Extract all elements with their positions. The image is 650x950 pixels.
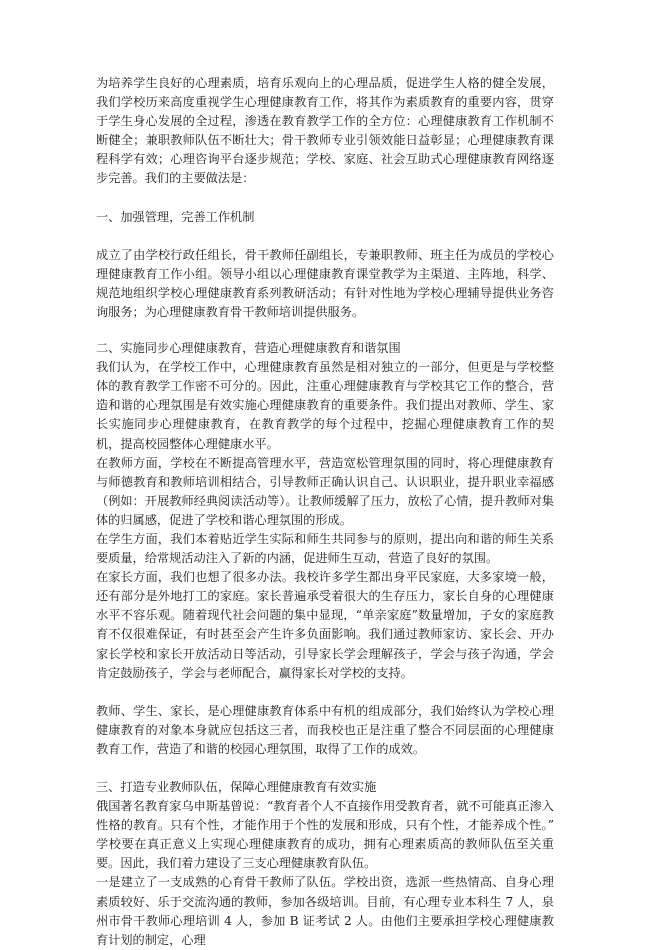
section-2-heading: 二、实施同步心理健康教育，营造心理健康教育和谐氛围 — [96, 341, 401, 356]
section-2-paragraph: 在学生方面，我们本着贴近学生实际和师生共同参与的原则，提出向和谐的师生关系要质量，给常规活动注入了新的内涵，促进师生互动，营造了良好的氛围。 — [96, 531, 554, 566]
section-1-heading: 一、加强管理，完善工作机制 — [96, 209, 255, 224]
spacer — [96, 227, 554, 246]
section-2-closing-paragraph: 教师、学生、家长，是心理健康教育体系中有机的组成部分，我们始终认为学校心理健康教育的对象本身就应包括这三者，而我校也正是注重了整合不同层面的心理健康教育工作，营造了和谐的校园心理氛围，取得了工作的成效。 — [96, 703, 554, 756]
spacer — [96, 759, 554, 778]
section-3-heading: 三、打造专业教师队伍，保障心理健康教育有效实施 — [96, 780, 377, 794]
section-2-paragraph: 在家长方面，我们也想了很多办法。我校许多学生都出身平民家庭，大多家境一般，还有部分是外地打工的家庭。家长普遍承受着很大的生存压力，家长自身的心理健康水平不容乐观。随着现代社会问题的集中显现，“单亲家庭”数量增加，子女的家庭教育不仅很难保证，有时甚至会产生许多负面影响。我们通过教师家访、家长会、开办家长学校和家长开放活动日等活动，引导家长学会理解孩子，学会与孩子沟通，学会肯定鼓励孩子，学会与老师配合，赢得家长对学校的支持。 — [96, 570, 554, 680]
section-2-paragraph: 我们认为，在学校工作中，心理健康教育虽然是相对独立的一部分，但更是与学校整体的教育教学工作密不可分的。因此，注重心理健康教育与学校其它工作的整合，营造和谐的心理氛围是有效实施心理健康教育的重要条件。我们提出对教师、学生、家长实施同步心理健康教育，在教育教学的每个过程中，挖掘心理健康教育工作的契机，提高校园整体心理健康水平。 — [96, 360, 554, 451]
intro-paragraph: 为培养学生良好的心理素质，培育乐观向上的心理品质，促进学生人格的健全发展，我们学校历来高度重视学生心理健康教育工作，将其作为素质教育的重要内容，贯穿于学生身心发展的全过程，渗透在教育教学工作的全方位：心理健康教育工作机制不断健全；兼职教师队伍不断壮大；骨干教师专业引领效能日益彰显；心理健康教育课程科学有效；心理咨询平台逐步规范；学校、家庭、社会互助式心理健康教育网络逐步完善。我们的主要做法是： — [96, 76, 554, 186]
document-page — [96, 74, 554, 950]
spacer — [96, 322, 554, 339]
section-1-paragraph: 成立了由学校行政任组长，骨干教师任副组长，专兼职教师、班主任为成员的学校心理健康教育工作小组。领导小组以心理健康教育课堂教学为主渠道、主阵地，科学、规范地组织学校心理健康教育系列教研活动；有针对性地为学校心理辅导提供业务咨询服务；为心理健康教育骨干教师培训提供服务。 — [96, 247, 554, 319]
section-3-paragraph: 俄国著名教育家乌申斯基曾说：“教育者个人不直接作用受教育者，就不可能真正渗入性格的教育。只有个性，才能作用于个性的发展和形成，只有个性，才能养成个性。” 学校要在真正意义上实现心理健康教育的成功，拥有心理素质高的教师队伍至关重要。因此，我们着力建设了三支心理健康教育队伍。 — [96, 799, 554, 871]
section-3-paragraph: 一是建立了一支成熟的心育骨干教师了队伍。学校出资，选派一些热情高、自身心理素质较好、乐于交流沟通的教师，参加各级培训。目前，有心理专业本科生 7 人，泉州市骨干教师心理培训 4 人，参加 B 证考试 2 人。由他们主要承担学校心理健康教育计划的制定，心理 — [96, 875, 554, 947]
spacer — [96, 683, 554, 702]
section-2-paragraph: 在教师方面，学校在不断提高管理水平，营造宽松管理氛围的同时，将心理健康教育与师德教育和教师培训相结合，引导教师正确认识自己、认识职业，提升职业幸福感（例如：开展教师经典阅读活动等）。让教师缓解了压力，放松了心情，提升教师对集体的归属感，促进了学校和谐心理氛围的形成。 — [96, 455, 554, 527]
spacer — [96, 189, 554, 208]
